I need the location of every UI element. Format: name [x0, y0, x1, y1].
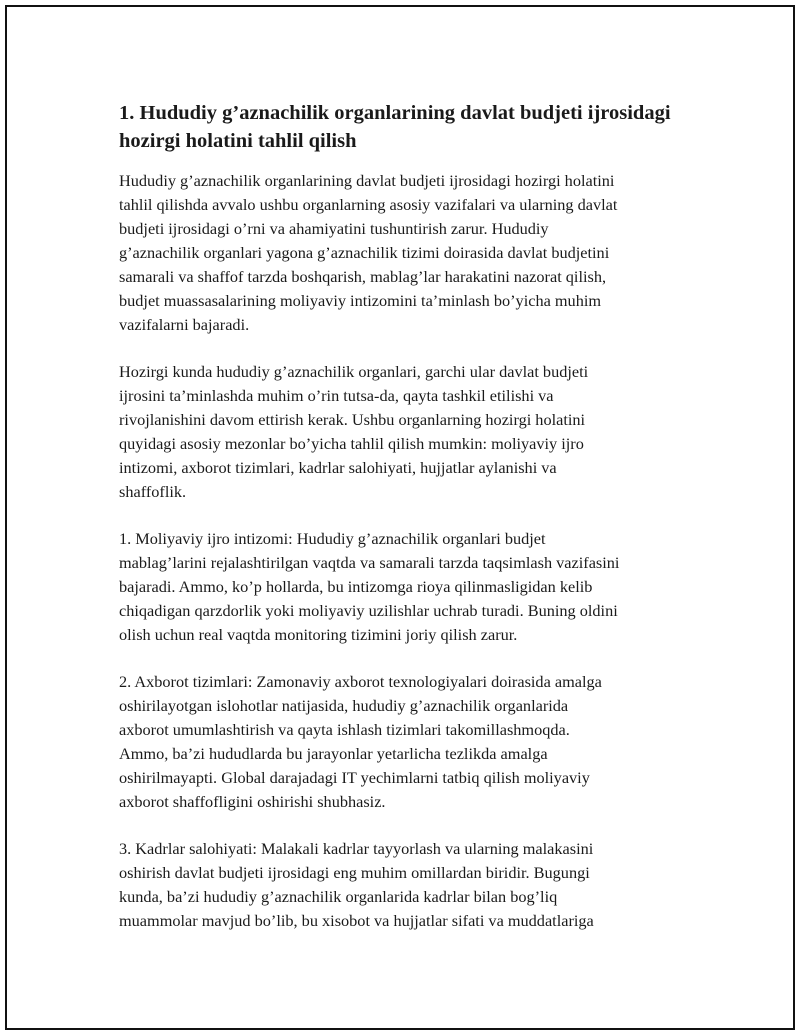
- text-line: shaffoflik.: [119, 482, 187, 501]
- text-line: olish uchun real vaqtda monitoring tizimini joriy qilish zarur.: [119, 625, 518, 644]
- text-line: rivojlanishini davom ettirish kerak. Ushbu organlarning hozirgi holatini: [119, 410, 586, 429]
- text-line: 3. Kadrlar salohiyati: Malakali kadrlar tayyorlash va ularning malakasini: [119, 839, 594, 858]
- text-line: 2. Axborot tizimlari: Zamonaviy axborot texnologiyalari doirasida amalga: [119, 672, 602, 691]
- text-line: axborot umumlashtirish va qayta ishlash tizimlari takomillashmoqda.: [119, 720, 570, 739]
- text-line: muammolar mavjud bo’lib, bu xisobot va hujjatlar sifati va muddatlariga: [119, 911, 594, 930]
- heading-line: 1. Hududiy g’aznachilik organlarining davlat budjeti ijrosidagi: [119, 102, 671, 124]
- paragraph-personnel-potential: [119, 837, 699, 933]
- text-line: samarali va shaffof tarzda boshqarish, mablag’lar harakatini nazorat qilish,: [119, 267, 607, 286]
- text-line: vazifalarni bajaradi.: [119, 315, 250, 334]
- text-line: oshirilayotgan islohotlar natijasida, hududiy g’aznachilik organlarida: [119, 696, 569, 715]
- text-line: kunda, ba’zi hududiy g’aznachilik organlarida kadrlar bilan bog’liq: [119, 887, 558, 906]
- paragraph-intro: [119, 169, 699, 337]
- text-line: axborot shaffofligini oshirishi shubhasiz.: [119, 792, 386, 811]
- text-line: budjet muassasalarining moliyaviy intizomini ta’minlash bo’yicha muhim: [119, 291, 602, 310]
- document-body: [119, 99, 699, 956]
- text-line: ijrosini ta’minlashda muhim o’rin tutsa-da, qayta tashkil etilishi va: [119, 386, 554, 405]
- text-line: quyidagi asosiy mezonlar bo’yicha tahlil qilish mumkin: moliyaviy ijro: [119, 434, 584, 453]
- paragraph-financial-discipline: [119, 527, 699, 647]
- page-frame: [5, 5, 795, 1030]
- paragraph-current-state: [119, 360, 699, 504]
- paragraph-information-systems: [119, 670, 699, 814]
- text-line: Hududiy g’aznachilik organlarining davlat budjeti ijrosidagi hozirgi holatini: [119, 171, 615, 190]
- text-line: g’aznachilik organlari yagona g’aznachilik tizimi doirasida davlat budjetini: [119, 243, 610, 262]
- text-line: bajaradi. Ammo, ko’p hollarda, bu intizomga rioya qilinmasligidan kelib: [119, 577, 593, 596]
- text-line: intizomi, axborot tizimlari, kadrlar salohiyati, hujjatlar aylanishi va: [119, 458, 557, 477]
- text-line: Hozirgi kunda hududiy g’aznachilik organlari, garchi ular davlat budjeti: [119, 362, 589, 381]
- text-line: budjeti ijrosidagi o’rni va ahamiyatini tushuntirish zarur. Hududiy: [119, 219, 549, 238]
- text-line: oshirilmayapti. Global darajadagi IT yechimlarni tatbiq qilish moliyaviy: [119, 768, 590, 787]
- text-line: mablag’larini rejalashtirilgan vaqtda va samarali tarzda taqsimlash vazifasini: [119, 553, 620, 572]
- section-heading: [119, 99, 699, 155]
- text-line: oshirish davlat budjeti ijrosidagi eng muhim omillardan biridir. Bugungi: [119, 863, 590, 882]
- text-line: Ammo, ba’zi hududlarda bu jarayonlar yetarlicha tezlikda amalga: [119, 744, 548, 763]
- text-line: 1. Moliyaviy ijro intizomi: Hududiy g’aznachilik organlari budjet: [119, 529, 546, 548]
- text-line: tahlil qilishda avvalo ushbu organlarning asosiy vazifalari va ularning davlat: [119, 195, 618, 214]
- text-line: chiqadigan qarzdorlik yoki moliyaviy uzilishlar uchrab turadi. Buning oldini: [119, 601, 618, 620]
- heading-line: hozirgi holatini tahlil qilish: [119, 130, 357, 152]
